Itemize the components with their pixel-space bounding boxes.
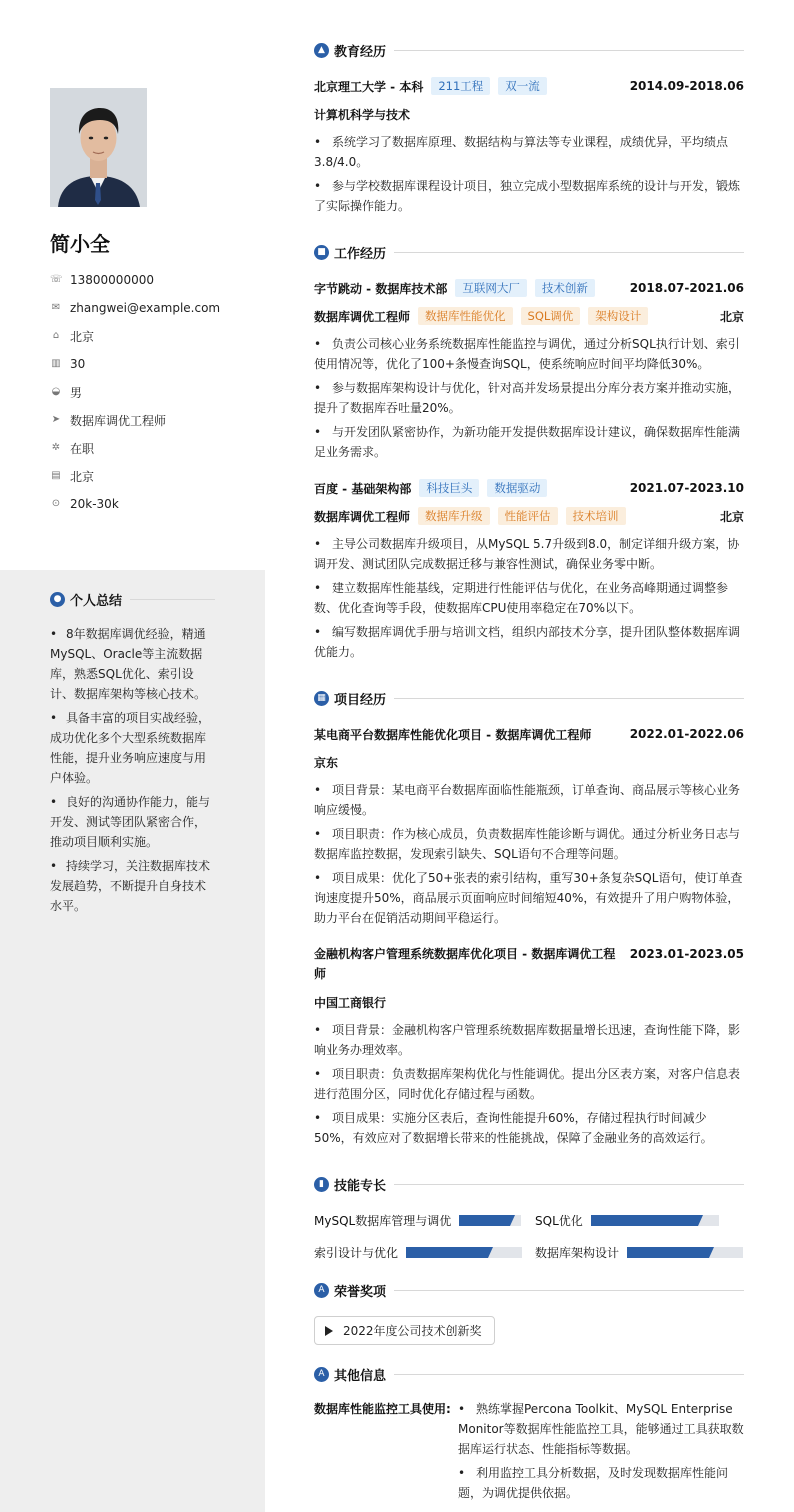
info-city (50, 462, 260, 490)
divider (394, 50, 744, 51)
skill-track (591, 1215, 719, 1226)
work-bullet: • 主导公司数据库升级项目，从MySQL 5.7升级到8.0，制定详细升级方案，协调开发、测试团队完成数据迁移与兼容性测试，确保业务零中断。 (314, 537, 740, 571)
contact-info-list (50, 266, 260, 518)
city-value: 北京 (70, 469, 95, 484)
info-age (50, 350, 260, 378)
date: 2023.01-2023.05 (629, 947, 744, 961)
work-bullet: • 负责公司核心业务系统数据库性能监控与调优，通过分析SQL执行计划、索引使用情况等，优化了100+条慢查询SQL，使系统响应时间平均降低30%。 (314, 337, 740, 371)
tag: 技术培训 (566, 507, 626, 525)
skill-label: MySQL数据库管理与调优 (314, 1213, 452, 1228)
role: 数据库调优工程师 (314, 509, 411, 524)
divider (394, 252, 744, 253)
salary-value: 20k-30k (70, 497, 119, 511)
work-title: 工作经历 (334, 246, 387, 262)
project-name: 金融机构客户管理系统数据库优化项目 - 数据库调优工程师 (314, 947, 616, 981)
job-row (314, 478, 744, 498)
role-row (314, 306, 744, 326)
other-heading (314, 1364, 744, 1384)
skill-fill (591, 1215, 699, 1226)
skill-item (535, 1244, 743, 1260)
mail-icon: ✉ (51, 302, 61, 313)
other-bullet: • 熟练掌握Percona Toolkit、MySQL Enterprise Monitor等数据库性能监控工具，能够通过工具获取数据库运行状态、性能指标等数据。 (458, 1402, 744, 1456)
skill-track (627, 1247, 743, 1258)
phone-icon: ☏ (50, 274, 63, 285)
work-bullet: • 编写数据库调优手册与培训文档，组织内部技术分享，提升团队整体数据库调优能力。 (314, 625, 741, 659)
status-value: 在职 (70, 441, 95, 456)
info-phone (50, 266, 260, 294)
date: 2014.09-2018.06 (629, 79, 744, 93)
other-title: 其他信息 (334, 1368, 387, 1384)
education-bullet: • 参与学校数据库课程设计项目，独立完成小型数据库系统的设计与开发，锻炼了实际操作能力。 (314, 179, 741, 213)
avatar (50, 88, 147, 207)
graduation-cap-icon: ▲ (314, 43, 329, 58)
award-icon: A (314, 1283, 329, 1298)
role: 数据库调优工程师 (314, 309, 411, 324)
date: 2021.07-2023.10 (629, 481, 744, 495)
date: 2018.07-2021.06 (629, 281, 744, 295)
summary-item: • 具备丰富的项目实战经验，成功优化多个大型系统数据库性能，提升业务响应速度与用户体验。 (50, 708, 215, 788)
skill-track (406, 1247, 522, 1258)
location: 北京 (719, 509, 744, 524)
job-row (314, 278, 744, 298)
divider (394, 1290, 744, 1291)
skill-item (314, 1244, 522, 1260)
tag: 数据库性能优化 (418, 307, 513, 325)
summary-title: 个人总结 (70, 594, 123, 609)
tag: 性能评估 (498, 507, 558, 525)
info-status (50, 434, 260, 462)
major: 计算机科学与技术 (314, 107, 411, 122)
award-item[interactable] (314, 1316, 495, 1345)
skills-title: 技能专长 (334, 1178, 387, 1194)
major-row (314, 104, 744, 124)
skill-item (314, 1212, 521, 1228)
school-name: 北京理工大学 - 本科 (314, 79, 424, 94)
company-name: 百度 - 基础架构部 (314, 481, 412, 496)
info-position (50, 406, 260, 434)
gender-value: 男 (70, 385, 83, 400)
work-bullet: • 参与数据库架构设计与优化，针对高并发场景提出分库分表方案并推动实施，提升了数据库吞吐量20%。 (314, 381, 741, 415)
project-bullet: • 项目成果：优化了50+张表的索引结构，重写30+条复杂SQL语句，使订单查询速度提升50%，商品展示页面响应时间缩短40%，有效提升了用户购物体验，助力平台在促销活动期间平稳运行。 (314, 871, 743, 925)
work-heading (314, 242, 744, 262)
user-icon: ● (50, 592, 65, 607)
age-icon: ▥ (51, 358, 61, 369)
awards-heading (314, 1280, 744, 1300)
tag: 双一流 (498, 77, 547, 95)
info-icon: A (314, 1367, 329, 1382)
education-bullet: • 系统学习了数据库原理、数据结构与算法等专业课程，成绩优异，平均绩点3.8/4.0。 (314, 135, 729, 169)
position-value: 数据库调优工程师 (70, 413, 167, 428)
salary-icon: ⊙ (51, 498, 61, 509)
skills-heading (314, 1174, 744, 1194)
home-value: 北京 (70, 329, 95, 344)
divider (130, 599, 215, 600)
location: 北京 (719, 309, 744, 324)
skill-item (535, 1212, 719, 1228)
summary-item: • 8年数据库调优经验，精通MySQL、Oracle等主流数据库，熟悉SQL优化、索引设计、数据库架构等核心技术。 (50, 624, 215, 704)
skill-label: 数据库架构设计 (535, 1245, 620, 1260)
tag: 技术创新 (535, 279, 595, 297)
role-row (314, 506, 744, 526)
project-row (314, 944, 744, 984)
other-list (458, 1399, 746, 1507)
project-org: 京东 (314, 755, 339, 770)
company-name: 字节跳动 - 数据库技术部 (314, 281, 448, 296)
project-title: 项目经历 (334, 692, 387, 708)
play-icon (325, 1326, 333, 1336)
tag: 架构设计 (588, 307, 648, 325)
home-icon: ⌂ (52, 330, 60, 341)
tag: 互联网大厂 (455, 279, 527, 297)
candidate-name: 简小全 (50, 232, 110, 256)
project-bullet: • 项目职责：作为核心成员，负责数据库性能诊断与调优。通过分析业务日志与数据库监控数据，发现索引缺失、SQL语句不合理等问题。 (314, 827, 741, 861)
skill-fill (406, 1247, 488, 1258)
skill-fill (459, 1215, 510, 1226)
tag: 数据库升级 (418, 507, 490, 525)
skill-track (459, 1215, 521, 1226)
divider (394, 1374, 744, 1375)
project-heading (314, 688, 744, 708)
divider (394, 698, 744, 699)
skill-fill (627, 1247, 709, 1258)
tag: 科技巨头 (419, 479, 479, 497)
grid-icon: ▦ (314, 691, 329, 706)
divider (394, 1184, 744, 1185)
skill-label: 索引设计与优化 (314, 1245, 399, 1260)
info-email (50, 294, 260, 322)
project-org: 中国工商银行 (314, 995, 387, 1010)
bar-chart-icon: ▮ (314, 1177, 329, 1192)
work-bullet: • 建立数据库性能基线，定期进行性能评估与优化，在业务高峰期通过调整参数、优化查询等手段，使数据库CPU使用率稳定在70%以下。 (314, 581, 729, 615)
summary-list (50, 624, 215, 920)
summary-item: • 良好的沟通协作能力，能与开发、测试等团队紧密合作，推动项目顺利实施。 (50, 792, 215, 852)
project-bullet: • 项目成果：实施分区表后，查询性能提升60%，存储过程执行时间减少50%，有效应对了数据增长带来的性能挑战，保障了金融业务的高效运行。 (314, 1111, 713, 1145)
org-row (314, 752, 744, 772)
send-icon: ➤ (51, 414, 61, 425)
project-bullet: • 项目背景：金融机构客户管理系统数据库数据量增长迅速，查询性能下降，影响业务办理效率。 (314, 1023, 741, 1057)
other-bullet: • 利用监控工具分析数据，及时发现数据库性能问题，为调优提供依据。 (458, 1466, 729, 1500)
project-name: 某电商平台数据库性能优化项目 - 数据库调优工程师 (314, 727, 592, 742)
status-icon: ✲ (51, 442, 61, 453)
project-bullet: • 项目背景：某电商平台数据库面临性能瓶颈，订单查询、商品展示等核心业务响应缓慢。 (314, 783, 741, 817)
date: 2022.01-2022.06 (629, 727, 744, 741)
email-value: zhangwei@example.com (70, 301, 221, 315)
org-row (314, 992, 744, 1012)
summary-item: • 持续学习，关注数据库技术发展趋势，不断提升自身技术水平。 (50, 856, 215, 916)
tag: SQL调优 (521, 307, 581, 325)
project-bullet: • 项目职责：负责数据库架构优化与性能调优。提出分区表方案，对客户信息表进行范围分区，同时优化存储过程与函数。 (314, 1067, 741, 1101)
age-value: 30 (70, 357, 86, 371)
education-heading (314, 40, 744, 60)
phone-value: 13800000000 (70, 273, 154, 287)
info-home (50, 322, 260, 350)
briefcase-icon: ■ (314, 245, 329, 260)
award-label: 2022年度公司技术创新奖 (343, 1324, 482, 1338)
info-gender (50, 378, 260, 406)
city-icon: ▤ (51, 470, 61, 481)
other-label: 数据库性能监控工具使用: (314, 1402, 451, 1416)
skill-label: SQL优化 (535, 1213, 583, 1228)
education-title: 教育经历 (334, 44, 387, 60)
summary-heading (50, 590, 215, 609)
tag: 211工程 (431, 77, 490, 95)
gender-icon: ◒ (51, 386, 61, 397)
awards-title: 荣誉奖项 (334, 1284, 387, 1300)
info-salary (50, 490, 260, 518)
tag: 数据驱动 (487, 479, 547, 497)
education-row (314, 76, 744, 96)
work-bullet: • 与开发团队紧密协作，为新功能开发提供数据库设计建议，确保数据库性能满足业务需求。 (314, 425, 741, 459)
project-row (314, 724, 744, 744)
